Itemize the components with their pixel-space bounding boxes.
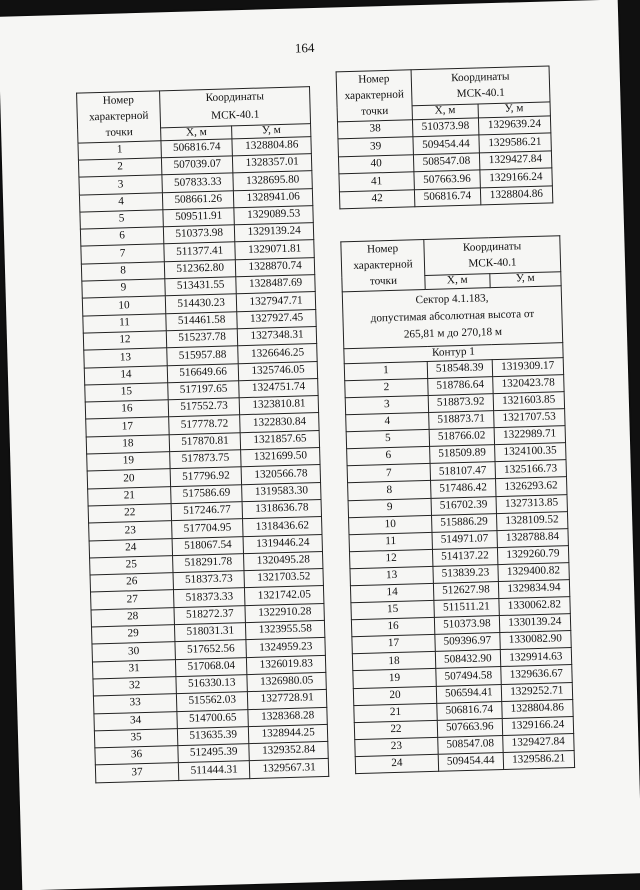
y-header: У, м: [232, 123, 311, 138]
x-coordinate-cell: 514700.65: [177, 709, 249, 728]
x-header: X, м: [412, 104, 478, 120]
y-coordinate-cell: 1330139.24: [499, 614, 571, 633]
coordinates-table-left: [76, 86, 329, 783]
point-number-cell: 24: [89, 538, 172, 558]
point-number-header: [341, 240, 425, 292]
point-number-cell: 23: [89, 521, 172, 541]
y-coordinate-cell: 1319446.24: [243, 534, 322, 553]
x-coordinate-cell: 518786.64: [428, 377, 493, 396]
x-coordinate-cell: 517486.42: [431, 479, 496, 498]
x-coordinate-cell: 506816.74: [414, 188, 480, 207]
point-number-cell: 5: [346, 430, 429, 449]
point-number-cell: 21: [88, 486, 171, 506]
y-coordinate-cell: 1321742.05: [245, 586, 324, 605]
coords-header: [411, 66, 550, 106]
point-number-cell: 14: [84, 365, 167, 385]
x-coordinate-cell: 514430.23: [165, 294, 237, 313]
point-number-cell: 5: [80, 210, 163, 230]
point-number-cell: 22: [88, 504, 171, 524]
y-coordinate-cell: 1329071.81: [235, 240, 314, 259]
point-number-cell: 10: [349, 515, 432, 534]
point-number-cell: 15: [351, 600, 434, 619]
point-number-cell: 7: [347, 464, 430, 483]
point-number-cell: 15: [85, 383, 168, 403]
y-coordinate-cell: 1322910.28: [245, 603, 324, 622]
x-coordinate-cell: 518107.47: [430, 462, 495, 481]
point-number-cell: 8: [348, 481, 431, 500]
point-number-header-line3: точки: [105, 126, 133, 140]
point-number-cell: 39: [338, 137, 413, 157]
coords-header: [424, 236, 561, 276]
point-number-cell: 34: [94, 711, 177, 731]
y-coordinate-cell: 1329914.63: [500, 648, 572, 667]
coords-header-line1: Координаты: [450, 70, 510, 85]
y-coordinate-cell: 1319309.17: [492, 357, 564, 376]
y-coordinate-cell: 1329400.82: [498, 563, 570, 582]
point-number-cell: 1: [344, 361, 427, 380]
y-coordinate-cell: 1322830.84: [240, 413, 319, 432]
sector-line2: допустимая абсолютная высота от: [370, 308, 535, 325]
x-coordinate-cell: 512495.39: [178, 744, 250, 763]
x-coordinate-cell: 518291.78: [173, 553, 245, 572]
x-coordinate-cell: 515562.03: [176, 692, 248, 711]
y-coordinate-cell: 1327927.45: [237, 309, 316, 328]
x-coordinate-cell: 510373.98: [434, 616, 499, 635]
point-number-cell: 8: [81, 262, 164, 282]
point-number-cell: 3: [79, 175, 162, 195]
y-coordinate-cell: 1329427.84: [502, 733, 574, 752]
x-coordinate-cell: 517246.77: [171, 502, 243, 521]
point-number-cell: 37: [95, 763, 178, 783]
coordinates-table-right-top-body: [337, 116, 552, 209]
point-number-cell: 1: [78, 141, 161, 161]
y-coordinate-cell: 1326293.62: [495, 477, 567, 496]
point-number-cell: 25: [90, 555, 173, 575]
x-coordinate-cell: 515957.88: [167, 346, 239, 365]
coords-header-line2: МСК-40.1: [211, 108, 260, 122]
point-number-cell: 14: [350, 583, 433, 602]
point-number-cell: 26: [90, 573, 173, 593]
x-coordinate-cell: 517778.72: [169, 415, 241, 434]
point-number-cell: 9: [348, 498, 431, 517]
x-header: X, м: [425, 274, 490, 290]
y-coordinate-cell: 1328368.28: [248, 707, 327, 726]
x-coordinate-cell: 516330.13: [176, 675, 248, 694]
point-number-header-line1: Номер: [102, 94, 135, 107]
y-coordinate-cell: 1329427.84: [479, 151, 552, 171]
point-number-header-line3: точки: [360, 105, 389, 119]
x-coordinate-cell: 518373.33: [173, 588, 245, 607]
point-number-cell: 4: [346, 413, 429, 432]
y-coordinate-cell: 1327313.85: [496, 494, 568, 513]
x-coordinate-cell: 510373.98: [412, 118, 478, 137]
x-coordinate-cell: 517068.04: [175, 657, 247, 676]
point-number-cell: 18: [352, 652, 435, 671]
x-coordinate-cell: 509396.97: [435, 633, 500, 652]
point-number-cell: 9: [82, 279, 165, 299]
y-coordinate-cell: 1330082.90: [499, 631, 571, 650]
y-coordinate-cell: 1319583.30: [242, 482, 321, 501]
point-number-cell: 2: [345, 378, 428, 397]
x-coordinate-cell: 518373.73: [173, 571, 245, 590]
y-coordinate-cell: 1321699.50: [241, 448, 320, 467]
x-coordinate-cell: 513431.55: [165, 277, 237, 296]
point-number-cell: 35: [94, 728, 177, 748]
coords-header-line1: Координаты: [205, 90, 265, 105]
x-coordinate-cell: 510373.98: [163, 225, 235, 244]
y-coordinate-cell: 1328941.06: [234, 188, 313, 207]
x-coordinate-cell: 507663.96: [437, 718, 502, 737]
x-coordinate-cell: 507494.58: [436, 667, 501, 686]
y-coordinate-cell: 1328944.25: [249, 724, 328, 743]
x-coordinate-cell: 517652.56: [175, 640, 247, 659]
point-number-cell: 42: [339, 189, 414, 209]
point-number-header-line2: характерной: [344, 88, 405, 103]
y-coordinate-cell: 1318436.62: [243, 517, 322, 536]
y-coordinate-cell: 1329352.84: [249, 741, 328, 760]
y-coordinate-cell: 1329586.21: [503, 750, 575, 769]
x-coordinate-cell: 514137.22: [432, 547, 497, 566]
point-number-cell: 6: [80, 227, 163, 247]
point-number-cell: 18: [86, 434, 169, 454]
y-coordinate-cell: 1329586.21: [479, 133, 552, 153]
point-number-cell: 41: [339, 172, 414, 192]
point-number-cell: 21: [354, 703, 437, 722]
y-coordinate-cell: 1328487.69: [236, 275, 315, 294]
x-coordinate-cell: 518548.39: [427, 359, 492, 378]
y-coordinate-cell: 1325166.73: [495, 460, 567, 479]
y-coordinate-cell: 1326019.83: [247, 655, 326, 674]
x-coordinate-cell: 508432.90: [435, 650, 500, 669]
x-coordinate-cell: 514461.58: [166, 311, 238, 330]
y-coordinate-cell: 1321603.85: [493, 392, 565, 411]
y-coordinate-cell: 1328695.80: [233, 171, 312, 190]
point-number-cell: 31: [92, 659, 175, 679]
x-coordinate-cell: 507833.33: [162, 173, 234, 192]
point-number-cell: 28: [91, 607, 174, 627]
point-number-cell: 11: [349, 532, 432, 551]
x-coordinate-cell: 508547.08: [438, 735, 503, 754]
point-number-cell: 16: [351, 618, 434, 637]
point-number-cell: 32: [93, 677, 176, 697]
coords-header: [160, 87, 311, 128]
coordinates-table-right-top: [336, 65, 554, 209]
y-coordinate-cell: 1325746.05: [239, 361, 318, 380]
point-number-cell: 13: [84, 348, 167, 368]
point-number-header-line2: характерной: [353, 258, 413, 273]
x-coordinate-cell: 516702.39: [431, 496, 496, 515]
y-header: У, м: [478, 102, 551, 118]
y-coordinate-cell: 1321857.65: [240, 430, 319, 449]
y-coordinate-cell: 1328804.86: [501, 699, 573, 718]
point-number-cell: 19: [353, 669, 436, 688]
point-number-cell: 17: [86, 417, 169, 437]
y-coordinate-cell: 1328109.52: [496, 511, 568, 530]
point-number-cell: 12: [349, 549, 432, 568]
point-number-header: [336, 70, 412, 122]
sector-line1: Сектор 4.1.183,: [415, 291, 489, 306]
y-coordinate-cell: 1328357.01: [233, 154, 312, 173]
x-coordinate-cell: 515886.29: [431, 513, 496, 532]
x-coordinate-cell: 518766.02: [429, 428, 494, 447]
point-number-header-line1: Номер: [366, 242, 399, 256]
y-coordinate-cell: 1327728.91: [248, 690, 327, 709]
x-coordinate-cell: 509454.44: [438, 752, 503, 771]
y-coordinate-cell: 1329139.24: [235, 223, 314, 242]
point-number-cell: 17: [352, 635, 435, 654]
x-coordinate-cell: 507039.07: [161, 156, 233, 175]
point-number-header-line1: Номер: [358, 72, 390, 86]
y-coordinate-cell: 1326980.05: [247, 672, 326, 691]
y-coordinate-cell: 1329834.94: [498, 580, 570, 599]
x-coordinate-cell: 506816.74: [437, 701, 502, 720]
x-coordinate-cell: 508547.08: [413, 153, 479, 172]
y-coordinate-cell: 1328788.84: [497, 528, 569, 547]
point-number-cell: 36: [95, 746, 178, 766]
y-coordinate-cell: 1321703.52: [244, 569, 323, 588]
coords-header-line2: МСК-40.1: [468, 256, 517, 271]
point-number-cell: 22: [354, 720, 437, 739]
point-number-cell: 7: [81, 244, 164, 264]
y-coordinate-cell: 1318636.78: [242, 499, 321, 518]
x-coordinate-cell: 509511.91: [163, 208, 235, 227]
x-coordinate-cell: 507663.96: [414, 170, 480, 189]
x-coordinate-cell: 514971.07: [432, 530, 497, 549]
y-coordinate-cell: 1329089.53: [234, 205, 313, 224]
y-coordinate-cell: 1329166.24: [502, 716, 574, 735]
point-number-cell: 20: [353, 686, 436, 705]
x-coordinate-cell: 511444.31: [178, 761, 250, 780]
sector-line3: 265,81 м до 270,18 м: [403, 326, 503, 342]
x-coordinate-cell: 517704.95: [172, 519, 244, 538]
point-number-cell: 27: [91, 590, 174, 610]
point-number-cell: 6: [347, 447, 430, 466]
x-coordinate-cell: 511511.21: [434, 599, 499, 618]
y-coordinate-cell: 1329639.24: [478, 116, 551, 136]
y-coordinate-cell: 1329166.24: [480, 168, 553, 188]
x-coordinate-cell: 506816.74: [161, 139, 233, 158]
y-coordinate-cell: 1327348.31: [238, 327, 317, 346]
y-header: У, м: [489, 272, 561, 288]
x-coordinate-cell: 518873.92: [428, 394, 493, 413]
point-number-cell: 30: [92, 642, 175, 662]
x-coordinate-cell: 518873.71: [429, 411, 494, 430]
x-coordinate-cell: 518272.37: [174, 605, 246, 624]
page-number: 164: [294, 40, 315, 56]
point-number-cell: 33: [93, 694, 176, 714]
x-coordinate-cell: 508661.26: [162, 190, 234, 209]
y-coordinate-cell: 1329260.79: [497, 545, 569, 564]
coords-header-line1: Координаты: [462, 240, 522, 255]
point-number-cell: 40: [338, 154, 413, 174]
x-coordinate-cell: 518067.54: [172, 536, 244, 555]
x-coordinate-cell: 513839.23: [433, 564, 498, 583]
y-coordinate-cell: 1322989.71: [494, 426, 566, 445]
x-coordinate-cell: 516649.66: [167, 363, 239, 382]
y-coordinate-cell: 1323955.58: [246, 620, 325, 639]
x-coordinate-cell: 517873.75: [170, 450, 242, 469]
point-number-cell: 20: [87, 469, 170, 489]
x-coordinate-cell: 512627.98: [433, 582, 498, 601]
y-coordinate-cell: 1320495.28: [244, 551, 323, 570]
y-coordinate-cell: 1329567.31: [250, 759, 329, 778]
y-coordinate-cell: 1330062.82: [499, 597, 571, 616]
y-coordinate-cell: 1329252.71: [501, 682, 573, 701]
point-number-header-line2: характерной: [88, 109, 149, 124]
x-coordinate-cell: 517796.92: [170, 467, 242, 486]
y-coordinate-cell: 1323810.81: [239, 396, 318, 415]
y-coordinate-cell: 1327947.71: [237, 292, 316, 311]
x-coordinate-cell: 517552.73: [168, 398, 240, 417]
point-number-cell: 12: [83, 331, 166, 351]
x-coordinate-cell: 515237.78: [166, 329, 238, 348]
x-coordinate-cell: 506594.41: [436, 684, 501, 703]
y-coordinate-cell: 1324959.23: [246, 638, 325, 657]
x-coordinate-cell: 517197.65: [168, 381, 240, 400]
sector-description: [342, 285, 563, 348]
point-number-cell: 24: [355, 754, 438, 773]
point-number-header-line3: точки: [369, 275, 398, 289]
y-coordinate-cell: 1326646.25: [238, 344, 317, 363]
x-coordinate-cell: 511377.41: [164, 242, 236, 261]
point-number-cell: 19: [87, 452, 170, 472]
y-coordinate-cell: 1320566.78: [241, 465, 320, 484]
y-coordinate-cell: 1321707.53: [493, 409, 565, 428]
point-number-cell: 23: [355, 737, 438, 756]
point-number-cell: 38: [337, 119, 412, 139]
x-coordinate-cell: 513635.39: [177, 726, 249, 745]
point-number-cell: 3: [345, 395, 428, 414]
y-coordinate-cell: 1328870.74: [236, 257, 315, 276]
point-number-cell: 13: [350, 566, 433, 585]
y-coordinate-cell: 1320423.78: [492, 375, 564, 394]
point-number-cell: 4: [79, 192, 162, 212]
x-coordinate-cell: 509454.44: [413, 135, 479, 154]
y-coordinate-cell: 1329636.67: [500, 665, 572, 684]
coordinates-table-right-bottom: [340, 235, 575, 774]
x-header: X, м: [161, 125, 233, 140]
x-coordinate-cell: 518509.89: [430, 445, 495, 464]
point-number-cell: 29: [91, 625, 174, 645]
contour-label: Контур 1: [344, 342, 563, 363]
point-number-cell: 11: [83, 313, 166, 333]
point-number-cell: 2: [78, 158, 161, 178]
x-coordinate-cell: 512362.80: [164, 260, 236, 279]
coordinates-table-right-bottom-body: [344, 357, 574, 773]
x-coordinate-cell: 517870.81: [169, 432, 241, 451]
coordinates-table-left-body: [78, 136, 329, 782]
y-coordinate-cell: 1328804.86: [232, 136, 311, 155]
point-number-header: [77, 91, 161, 143]
point-number-cell: 16: [85, 400, 168, 420]
x-coordinate-cell: 518031.31: [174, 623, 246, 642]
y-coordinate-cell: 1328804.86: [480, 186, 553, 206]
y-coordinate-cell: 1324100.35: [494, 443, 566, 462]
point-number-cell: 10: [82, 296, 165, 316]
y-coordinate-cell: 1324751.74: [239, 378, 318, 397]
coords-header-line2: МСК-40.1: [456, 87, 506, 101]
x-coordinate-cell: 517586.69: [171, 484, 243, 503]
